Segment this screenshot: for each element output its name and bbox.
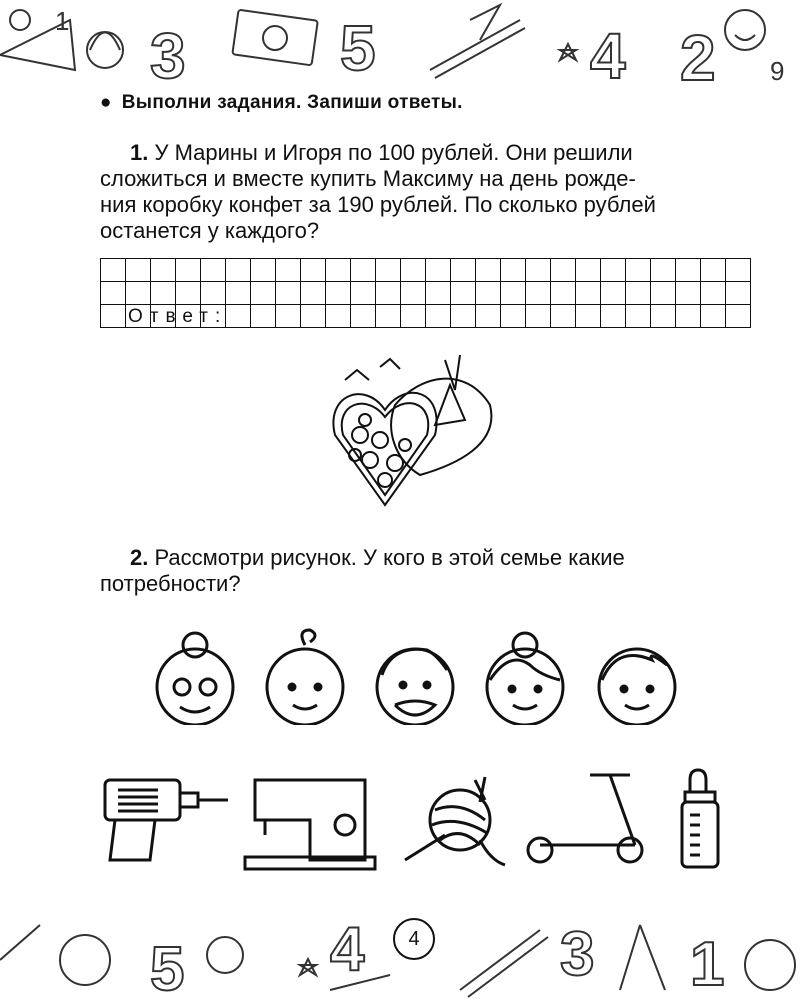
- grid-cell[interactable]: [551, 259, 576, 282]
- grid-cell[interactable]: [301, 259, 326, 282]
- grid-cell[interactable]: [126, 282, 151, 305]
- objects-row: [100, 765, 730, 875]
- task-number: 2.: [130, 545, 149, 570]
- grid-cell[interactable]: [526, 259, 551, 282]
- grid-cell[interactable]: [476, 259, 501, 282]
- grid-cell[interactable]: [501, 282, 526, 305]
- grid-cell[interactable]: [101, 259, 126, 282]
- pencil-icon: [0, 925, 40, 960]
- grid-cell[interactable]: [401, 259, 426, 282]
- headphones-icon: [87, 32, 123, 68]
- grid-cell[interactable]: [276, 305, 301, 328]
- heart-lid-icon: [391, 379, 491, 475]
- grid-cell[interactable]: [676, 305, 701, 328]
- grid-cell[interactable]: [526, 282, 551, 305]
- bullet-icon: ●: [100, 92, 112, 113]
- grid-cell[interactable]: [626, 305, 651, 328]
- candies-icon: [349, 414, 411, 487]
- grid-cell[interactable]: [701, 305, 726, 328]
- grid-cell[interactable]: [301, 305, 326, 328]
- answer-label: Ответ:: [128, 306, 228, 327]
- grandfather-face-icon: [377, 649, 453, 725]
- bow-icon: [435, 385, 465, 425]
- grid-cell[interactable]: [226, 259, 251, 282]
- grid-cell[interactable]: [251, 259, 276, 282]
- grid-cell[interactable]: [676, 282, 701, 305]
- sewing-machine-icon: [245, 780, 375, 869]
- task-number: 1.: [130, 140, 149, 165]
- border-digit: 3: [560, 920, 595, 989]
- ruler-icon: [460, 930, 540, 990]
- grid-cell[interactable]: [176, 259, 201, 282]
- drill-icon: [105, 780, 228, 860]
- grid-cell[interactable]: [426, 305, 451, 328]
- grid-cell[interactable]: [401, 305, 426, 328]
- grid-cell[interactable]: [501, 305, 526, 328]
- grid-cell[interactable]: [676, 259, 701, 282]
- grid-cell[interactable]: [151, 282, 176, 305]
- scooter-icon: [528, 775, 642, 862]
- flower-icon: [10, 10, 30, 30]
- grid-cell[interactable]: [351, 259, 376, 282]
- grid-cell[interactable]: [126, 259, 151, 282]
- boy-face-icon: [599, 649, 675, 725]
- grid-cell[interactable]: [426, 259, 451, 282]
- border-digit: 1: [690, 930, 725, 999]
- grid-cell[interactable]: [451, 305, 476, 328]
- apple-icon: [60, 935, 110, 985]
- top-decorative-border: [0, 0, 800, 95]
- grid-cell[interactable]: [201, 282, 226, 305]
- grid-cell[interactable]: [626, 282, 651, 305]
- grid-cell[interactable]: [726, 259, 751, 282]
- border-digit: 5: [150, 935, 185, 1000]
- grid-cell[interactable]: [576, 282, 601, 305]
- heart-box-icon: [333, 393, 436, 505]
- star-icon: [560, 44, 576, 60]
- instruction-heading: ● Выполни задания. Запиши ответы.: [100, 92, 463, 113]
- grid-cell[interactable]: [551, 282, 576, 305]
- ruler-icon: [430, 20, 520, 70]
- grid-row: [101, 282, 751, 305]
- grid-cell[interactable]: [251, 305, 276, 328]
- grid-cell[interactable]: [176, 282, 201, 305]
- compass-icon: [620, 925, 665, 990]
- grid-cell[interactable]: [151, 259, 176, 282]
- grid-cell[interactable]: [376, 282, 401, 305]
- grid-cell[interactable]: [701, 282, 726, 305]
- baby-bottle-icon: [682, 770, 718, 867]
- grid-cell[interactable]: [526, 305, 551, 328]
- grid-cell[interactable]: [401, 282, 426, 305]
- grid-cell[interactable]: [651, 305, 676, 328]
- yarn-ball-icon: [405, 777, 505, 865]
- grid-cell[interactable]: [326, 282, 351, 305]
- grid-cell[interactable]: [101, 282, 126, 305]
- grid-cell[interactable]: [276, 282, 301, 305]
- apple-icon: [745, 940, 795, 990]
- grid-cell[interactable]: [301, 282, 326, 305]
- flower-icon: [207, 937, 243, 973]
- grid-cell[interactable]: [501, 259, 526, 282]
- task-2-text: 2. Рассмотри рисунок. У кого в этой семье какие потребности?: [100, 545, 625, 596]
- grid-cell[interactable]: [451, 282, 476, 305]
- grid-cell[interactable]: [251, 282, 276, 305]
- task-1-text: 1. У Марины и Игоря по 100 рублей. Они решили сложиться и вместе купить Максиму на день рожде- ния коробку конфет за 190 рублей. По сколько рублей останется у каждого?: [100, 140, 656, 243]
- border-digit: 4: [330, 915, 365, 984]
- grid-cell[interactable]: [101, 305, 126, 328]
- grid-cell[interactable]: [201, 259, 226, 282]
- grid-cell[interactable]: [651, 259, 676, 282]
- grid-cell[interactable]: [426, 282, 451, 305]
- grid-cell[interactable]: [326, 259, 351, 282]
- grid-cell[interactable]: [601, 259, 626, 282]
- baby-face-icon: [267, 630, 343, 725]
- grid-cell[interactable]: [601, 282, 626, 305]
- smiley-icon: [725, 10, 765, 50]
- grid-cell[interactable]: [226, 282, 251, 305]
- grid-cell[interactable]: [726, 282, 751, 305]
- star-icon: [300, 959, 316, 975]
- border-digit: 1: [55, 6, 70, 36]
- grid-cell[interactable]: [451, 259, 476, 282]
- grid-cell[interactable]: [651, 282, 676, 305]
- family-faces-row: [150, 625, 695, 725]
- banknote-icon: [232, 10, 317, 66]
- grid-row: [101, 259, 751, 282]
- grid-cell[interactable]: [476, 305, 501, 328]
- grandmother-face-icon: [157, 633, 233, 725]
- mother-face-icon: [487, 633, 563, 725]
- grid-cell[interactable]: [701, 259, 726, 282]
- grid-cell[interactable]: [351, 282, 376, 305]
- grid-cell[interactable]: [226, 305, 251, 328]
- border-digit: 9: [770, 56, 785, 86]
- grid-cell[interactable]: [376, 259, 401, 282]
- grid-cell[interactable]: [551, 305, 576, 328]
- grid-cell[interactable]: [576, 305, 601, 328]
- grid-cell[interactable]: [601, 305, 626, 328]
- border-digit: 4: [590, 20, 626, 92]
- grid-cell[interactable]: [351, 305, 376, 328]
- grid-cell[interactable]: [376, 305, 401, 328]
- candy-box-illustration: [325, 355, 500, 520]
- grid-cell[interactable]: [626, 259, 651, 282]
- grid-cell[interactable]: [326, 305, 351, 328]
- grid-cell[interactable]: [276, 259, 301, 282]
- grid-cell[interactable]: [476, 282, 501, 305]
- grid-cell[interactable]: [576, 259, 601, 282]
- border-digit: 5: [340, 12, 376, 84]
- border-digit: 3: [150, 20, 186, 92]
- page-number: 4: [393, 918, 435, 960]
- border-digit: 2: [680, 22, 716, 94]
- grid-cell[interactable]: [726, 305, 751, 328]
